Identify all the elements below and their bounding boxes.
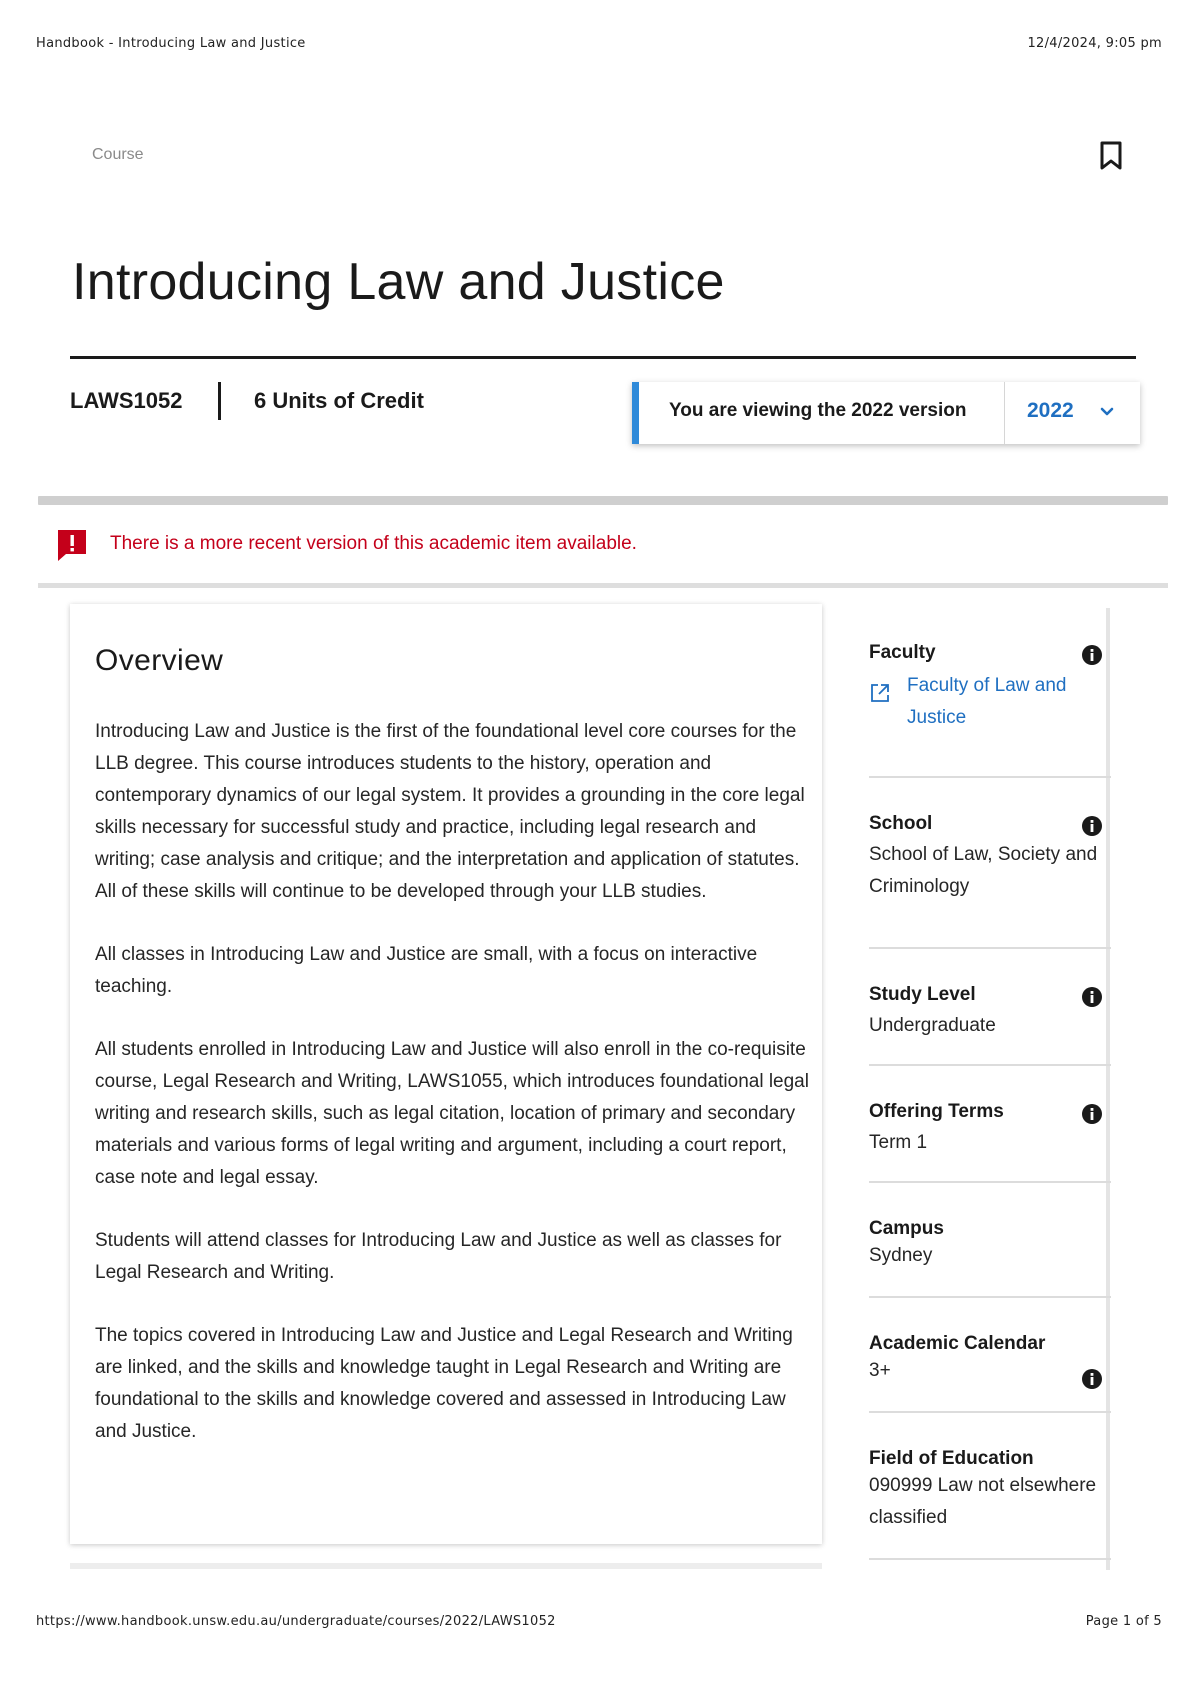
print-footer-page: Page 1 of 5 <box>1085 1614 1162 1629</box>
alert-message: There is a more recent version of this academic item available. <box>110 533 637 554</box>
version-select[interactable]: 2022 <box>1027 399 1074 422</box>
field-of-education-value: 090999 Law not elsewhere classified <box>869 1475 1097 1528</box>
school-label: School <box>869 813 933 834</box>
info-icon[interactable] <box>1081 1103 1103 1125</box>
academic-calendar-value: 3+ <box>869 1360 891 1381</box>
breadcrumb[interactable]: Course <box>92 146 144 163</box>
overview-paragraph: The topics covered in Introducing Law and Justice and Legal Research and Writing are linked, and the skills and knowledge taught in Legal Research and Writing are foundational to the skills and knowledge covered and assessed in Introducing Law and Justice. <box>95 1325 793 1442</box>
sidebar-section-school <box>869 778 1111 949</box>
overview-paragraph: Introducing Law and Justice is the first of the foundational level core courses for the LLB degree. This course introduces students to the history, operation and contemporary dynamics of our legal system. It provides a grounding in the core legal skills necessary for successful study and practice, including legal research and writing; case analysis and critique; and the interpretation and application of statutes. All of these skills will continue to be developed through your LLB studies. <box>95 721 805 902</box>
faculty-label: Faculty <box>869 642 936 663</box>
version-banner <box>632 382 1140 444</box>
sidebar-section-campus <box>869 1183 1111 1298</box>
school-value: School of Law, Society and Criminology <box>869 844 1098 897</box>
sidebar <box>869 606 1111 1560</box>
chevron-down-icon[interactable] <box>1099 403 1115 419</box>
course-code: LAWS1052 <box>70 388 183 413</box>
offering-terms-label: Offering Terms <box>869 1101 1004 1122</box>
academic-calendar-label: Academic Calendar <box>869 1333 1046 1354</box>
campus-label: Campus <box>869 1218 944 1239</box>
sidebar-section-offering-terms <box>869 1066 1111 1183</box>
version-text: You are viewing the 2022 version <box>669 400 967 421</box>
print-header-title: Handbook - Introducing Law and Justice <box>36 36 306 51</box>
overview-body <box>95 716 815 1479</box>
print-header-date: 12/4/2024, 9:05 pm <box>1027 36 1162 51</box>
field-of-education-label: Field of Education <box>869 1448 1034 1469</box>
version-divider <box>1004 382 1005 444</box>
next-card-edge <box>70 1563 822 1569</box>
study-level-label: Study Level <box>869 984 976 1005</box>
info-icon[interactable] <box>1081 1368 1103 1390</box>
sidebar-section-study-level <box>869 949 1111 1066</box>
page-title: Introducing Law and Justice <box>72 253 725 311</box>
study-level-value: Undergraduate <box>869 1015 996 1036</box>
sidebar-section-field-of-education <box>869 1413 1111 1560</box>
info-icon[interactable] <box>1081 644 1103 666</box>
offering-terms-value: Term 1 <box>869 1132 928 1153</box>
overview-card <box>70 604 822 1544</box>
alert-top-border <box>38 496 1168 505</box>
code-separator <box>218 382 221 420</box>
campus-value: Sydney <box>869 1245 933 1266</box>
overview-paragraph: All students enrolled in Introducing Law and Justice will also enroll in the co-requisite course, Legal Research and Writing, LAWS1055, which introduces foundational legal writing and research skills, such as legal citation, location of primary and secondary materials and various forms of legal writing and argument, including a court report, case note and legal essay. <box>95 1039 809 1188</box>
info-icon[interactable] <box>1081 986 1103 1008</box>
overview-heading: Overview <box>95 644 224 677</box>
units-of-credit: 6 Units of Credit <box>254 388 424 413</box>
external-link-icon <box>869 682 891 704</box>
faculty-link[interactable] <box>869 670 1111 734</box>
sidebar-section-academic-calendar <box>869 1298 1111 1413</box>
alert-bottom-border <box>38 583 1168 588</box>
sidebar-section-faculty <box>869 606 1111 778</box>
overview-paragraph: Students will attend classes for Introducing Law and Justice as well as classes for Legal Research and Writing. <box>95 1230 782 1283</box>
print-footer-url: https://www.handbook.unsw.edu.au/undergraduate/courses/2022/LAWS1052 <box>36 1614 556 1629</box>
bookmark-icon[interactable] <box>1098 140 1124 172</box>
faculty-value[interactable]: Faculty of Law and Justice <box>907 675 1067 728</box>
info-icon[interactable] <box>1081 815 1103 837</box>
alert-icon <box>56 528 88 562</box>
title-divider <box>70 356 1136 359</box>
overview-paragraph: All classes in Introducing Law and Justice are small, with a focus on interactive teaching. <box>95 944 758 997</box>
